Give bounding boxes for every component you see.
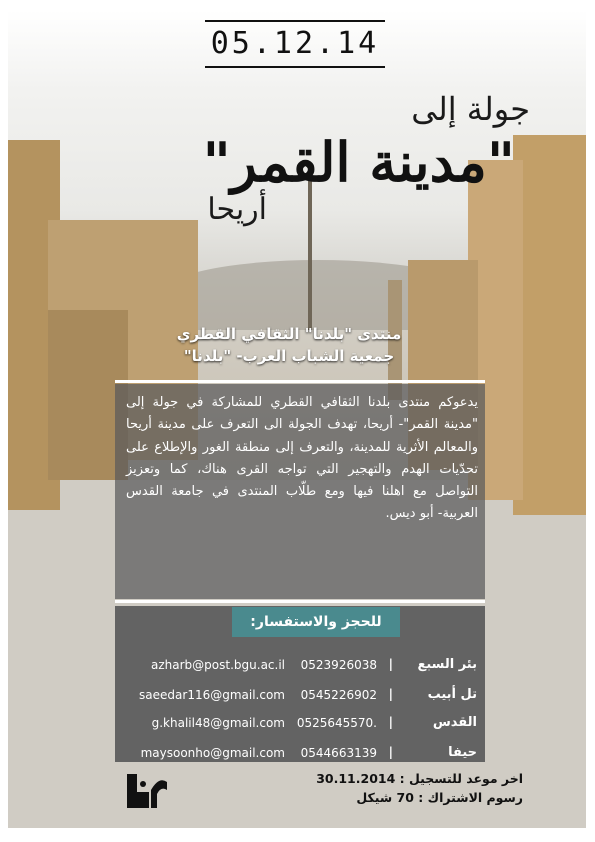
contact-separator: | [388, 687, 393, 701]
organizer-line-2: جمعية الشباب العرب- "بلدنا" [183, 347, 395, 365]
contact-email[interactable]: g.khalil48@gmail.com [151, 716, 285, 730]
contact-city: القدس [432, 715, 477, 730]
contact-city: تل أبيب [427, 687, 477, 702]
tree-silhouette [308, 180, 312, 330]
contact-email[interactable]: maysoonho@gmail.com [140, 746, 285, 760]
divider-bottom [115, 600, 485, 603]
description-text: يدعوكم منتدى بلدنا الثقافي القطري للمشاركة في جولة إلى "مدينة القمر"- أريحا، تهدف الجولة الى التعرف على مدينة أريحا والمعالم الأثرية للمدينة، والتعرف إلى منطقة الغور والإطلاع على تحدّيات الهدم والتهجير التي تواجه القرى هناك، كما وتعزيز التواصل مع اهلنا فيها ومع طلّاب المنتدى في جامعة القدس العربية- أبو ديس. [126, 395, 478, 522]
contact-separator: | [388, 745, 393, 759]
contact-row [115, 745, 477, 767]
contact-email[interactable]: saeedar116@gmail.com [139, 688, 285, 702]
contact-email[interactable]: azharb@post.bgu.ac.il [151, 658, 285, 672]
baladna-logo-icon [125, 770, 169, 812]
contact-phone[interactable]: 0525645570. [296, 716, 377, 730]
participation-fee: رسوم الاشتراك : 70 شيكل [356, 790, 523, 805]
title-line-2: "مدينة القمر" [202, 130, 515, 194]
contact-city: بئر السبع [417, 657, 477, 672]
title-line-3: أريحا [207, 192, 267, 227]
organizer-line-1: منتدى "بلدنا" الثقافي القطري [176, 325, 402, 343]
contact-row [115, 715, 477, 737]
contact-phone[interactable]: 0523926038 [300, 658, 377, 672]
contact-phone[interactable]: 0544663139 [300, 746, 377, 760]
contact-title: للحجز والاستفسار: [232, 607, 400, 637]
contact-row [115, 687, 477, 709]
contact-separator: | [388, 715, 393, 729]
title-line-1: جولة إلى [411, 90, 530, 128]
registration-deadline: اخر موعد للتسجيل : 30.11.2014 [316, 771, 523, 786]
contact-city: حيفا [448, 745, 477, 760]
event-date: 05.12.14 [210, 26, 380, 61]
contact-separator: | [388, 657, 393, 671]
contact-row [115, 657, 477, 679]
date-box [205, 20, 385, 68]
contact-phone[interactable]: 0545226902 [300, 688, 377, 702]
divider-top [115, 380, 485, 383]
